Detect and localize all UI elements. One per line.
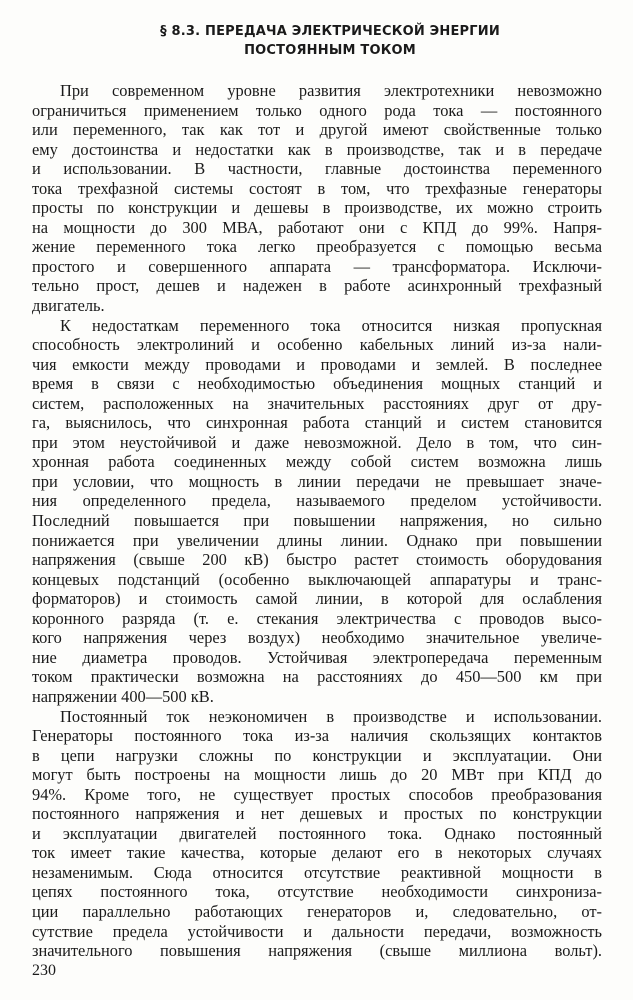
body-text [32, 81, 602, 961]
section-heading [60, 22, 600, 60]
text-line: и эксплуатации двигателей постоянного тока. Однако постоянный [32, 823, 602, 843]
text-line: ние диаметра проводов. Устойчивая электропередача переменным [32, 647, 602, 667]
text-line: ния определенного предела, называемого пределом устойчивости. [32, 491, 602, 511]
text-line: кого напряжения через воздух) необходимо значительное увеличе- [32, 628, 602, 648]
paragraph-1 [32, 81, 602, 316]
section-heading-line-1: § 8.3. ПЕРЕДАЧА ЭЛЕКТРИЧЕСКОЙ ЭНЕРГИИ [160, 24, 500, 39]
text-line: цепях постоянного тока, отсутствие необходимости синхрониза- [32, 882, 602, 902]
text-line: напряжении 400—500 кВ. [32, 686, 214, 706]
text-line: понижается при увеличении длины линии. Однако при повышении [32, 530, 602, 550]
text-line: или переменного, так как тот и другой имеют свойственные только [32, 120, 602, 140]
text-line: ограничиться применением только одного рода тока — постоянного [32, 100, 602, 120]
text-line: незаменимым. Сюда относится отсутствие реактивной мощности в [32, 862, 602, 882]
text-line: га, выяснилось, что синхронная работа станций и систем становится [32, 413, 602, 433]
text-line: двигатель. [32, 296, 105, 316]
text-line: К недостаткам переменного тока относится низкая пропускная [60, 315, 602, 335]
text-line: тока трехфазной системы состоят в том, что трехфазные генераторы [32, 178, 602, 198]
text-line: напряжения (свыше 200 кВ) быстро растет стоимость оборудования [32, 550, 602, 570]
text-line: систем, расположенных на значительных расстояниях друг от дру- [32, 393, 602, 413]
text-line: тельно прост, дешев и надежен в работе асинхронный трехфазный [32, 276, 602, 296]
text-line: постоянного напряжения и нет дешевых и простых по конструкции [32, 804, 602, 824]
text-line: форматоров) и стоимость самой линии, в которой для ослабления [32, 589, 602, 609]
text-line: При современном уровне развития электротехники невозможно [60, 81, 602, 100]
text-line: в цепи нагрузки сложны по конструкции и эксплуатации. Они [32, 745, 602, 765]
text-line: просты по конструкции и дешевы в производстве, их можно строить [32, 198, 602, 218]
text-line: жение переменного тока легко преобразуется с помощью весьма [32, 237, 602, 257]
text-line: током практически возможна на расстояниях до 450—500 км при [32, 667, 602, 687]
text-line: хронная работа соединенных между собой систем возможна лишь [32, 452, 602, 472]
text-line: при условии, что мощность в линии передачи не превышает значе- [32, 471, 602, 491]
text-line: Последний повышается при повышении напряжения, но сильно [32, 511, 602, 531]
text-line: коронного разряда (т. е. стекания электричества с проводов высо- [32, 608, 602, 628]
section-heading-line-2: ПОСТОЯННЫМ ТОКОМ [244, 43, 416, 58]
text-line: время в связи с необходимостью объединения мощных станций и [32, 374, 602, 394]
page-number: 230 [32, 962, 56, 979]
text-line: при этом неустойчивой и даже невозможной. Дело в том, что син- [32, 432, 602, 452]
text-line: на мощности до 300 МВА, работают они с КПД до 99%. Напря- [32, 217, 602, 237]
text-line: способность электролиний и особенно кабельных линий из-за нали- [32, 335, 602, 355]
text-line: Генераторы постоянного тока из-за наличия скользящих контактов [32, 726, 602, 746]
text-line: и использовании. В частности, главные достоинства переменного [32, 159, 602, 179]
text-line: концевых подстанций (особенно выключающей аппаратуры и транс- [32, 569, 602, 589]
text-line: чия емкости между проводами и проводами и землей. В последнее [32, 354, 602, 374]
text-line: значительного повышения напряжения (свыше миллиона вольт). [32, 941, 602, 961]
paragraph-3 [32, 707, 602, 961]
text-line: ток имеет такие качества, которые делают его в некоторых случаях [32, 843, 602, 863]
text-line: 94%. Кроме того, не существует простых способов преобразования [32, 784, 602, 804]
text-line: ему достоинства и недостатки как в производстве, так и в передаче [32, 139, 602, 159]
text-line: ции параллельно работающих генераторов и, следовательно, от- [32, 901, 602, 921]
text-line: могут быть построены на мощности лишь до 20 МВт при КПД до [32, 765, 602, 785]
text-line: сутствие предела устойчивости и дальности передачи, возможность [32, 921, 602, 941]
paragraph-2 [32, 316, 602, 707]
text-line: Постоянный ток неэкономичен в производстве и использовании. [60, 706, 602, 726]
text-line: простого и совершенного аппарата — трансформатора. Исключи- [32, 256, 602, 276]
